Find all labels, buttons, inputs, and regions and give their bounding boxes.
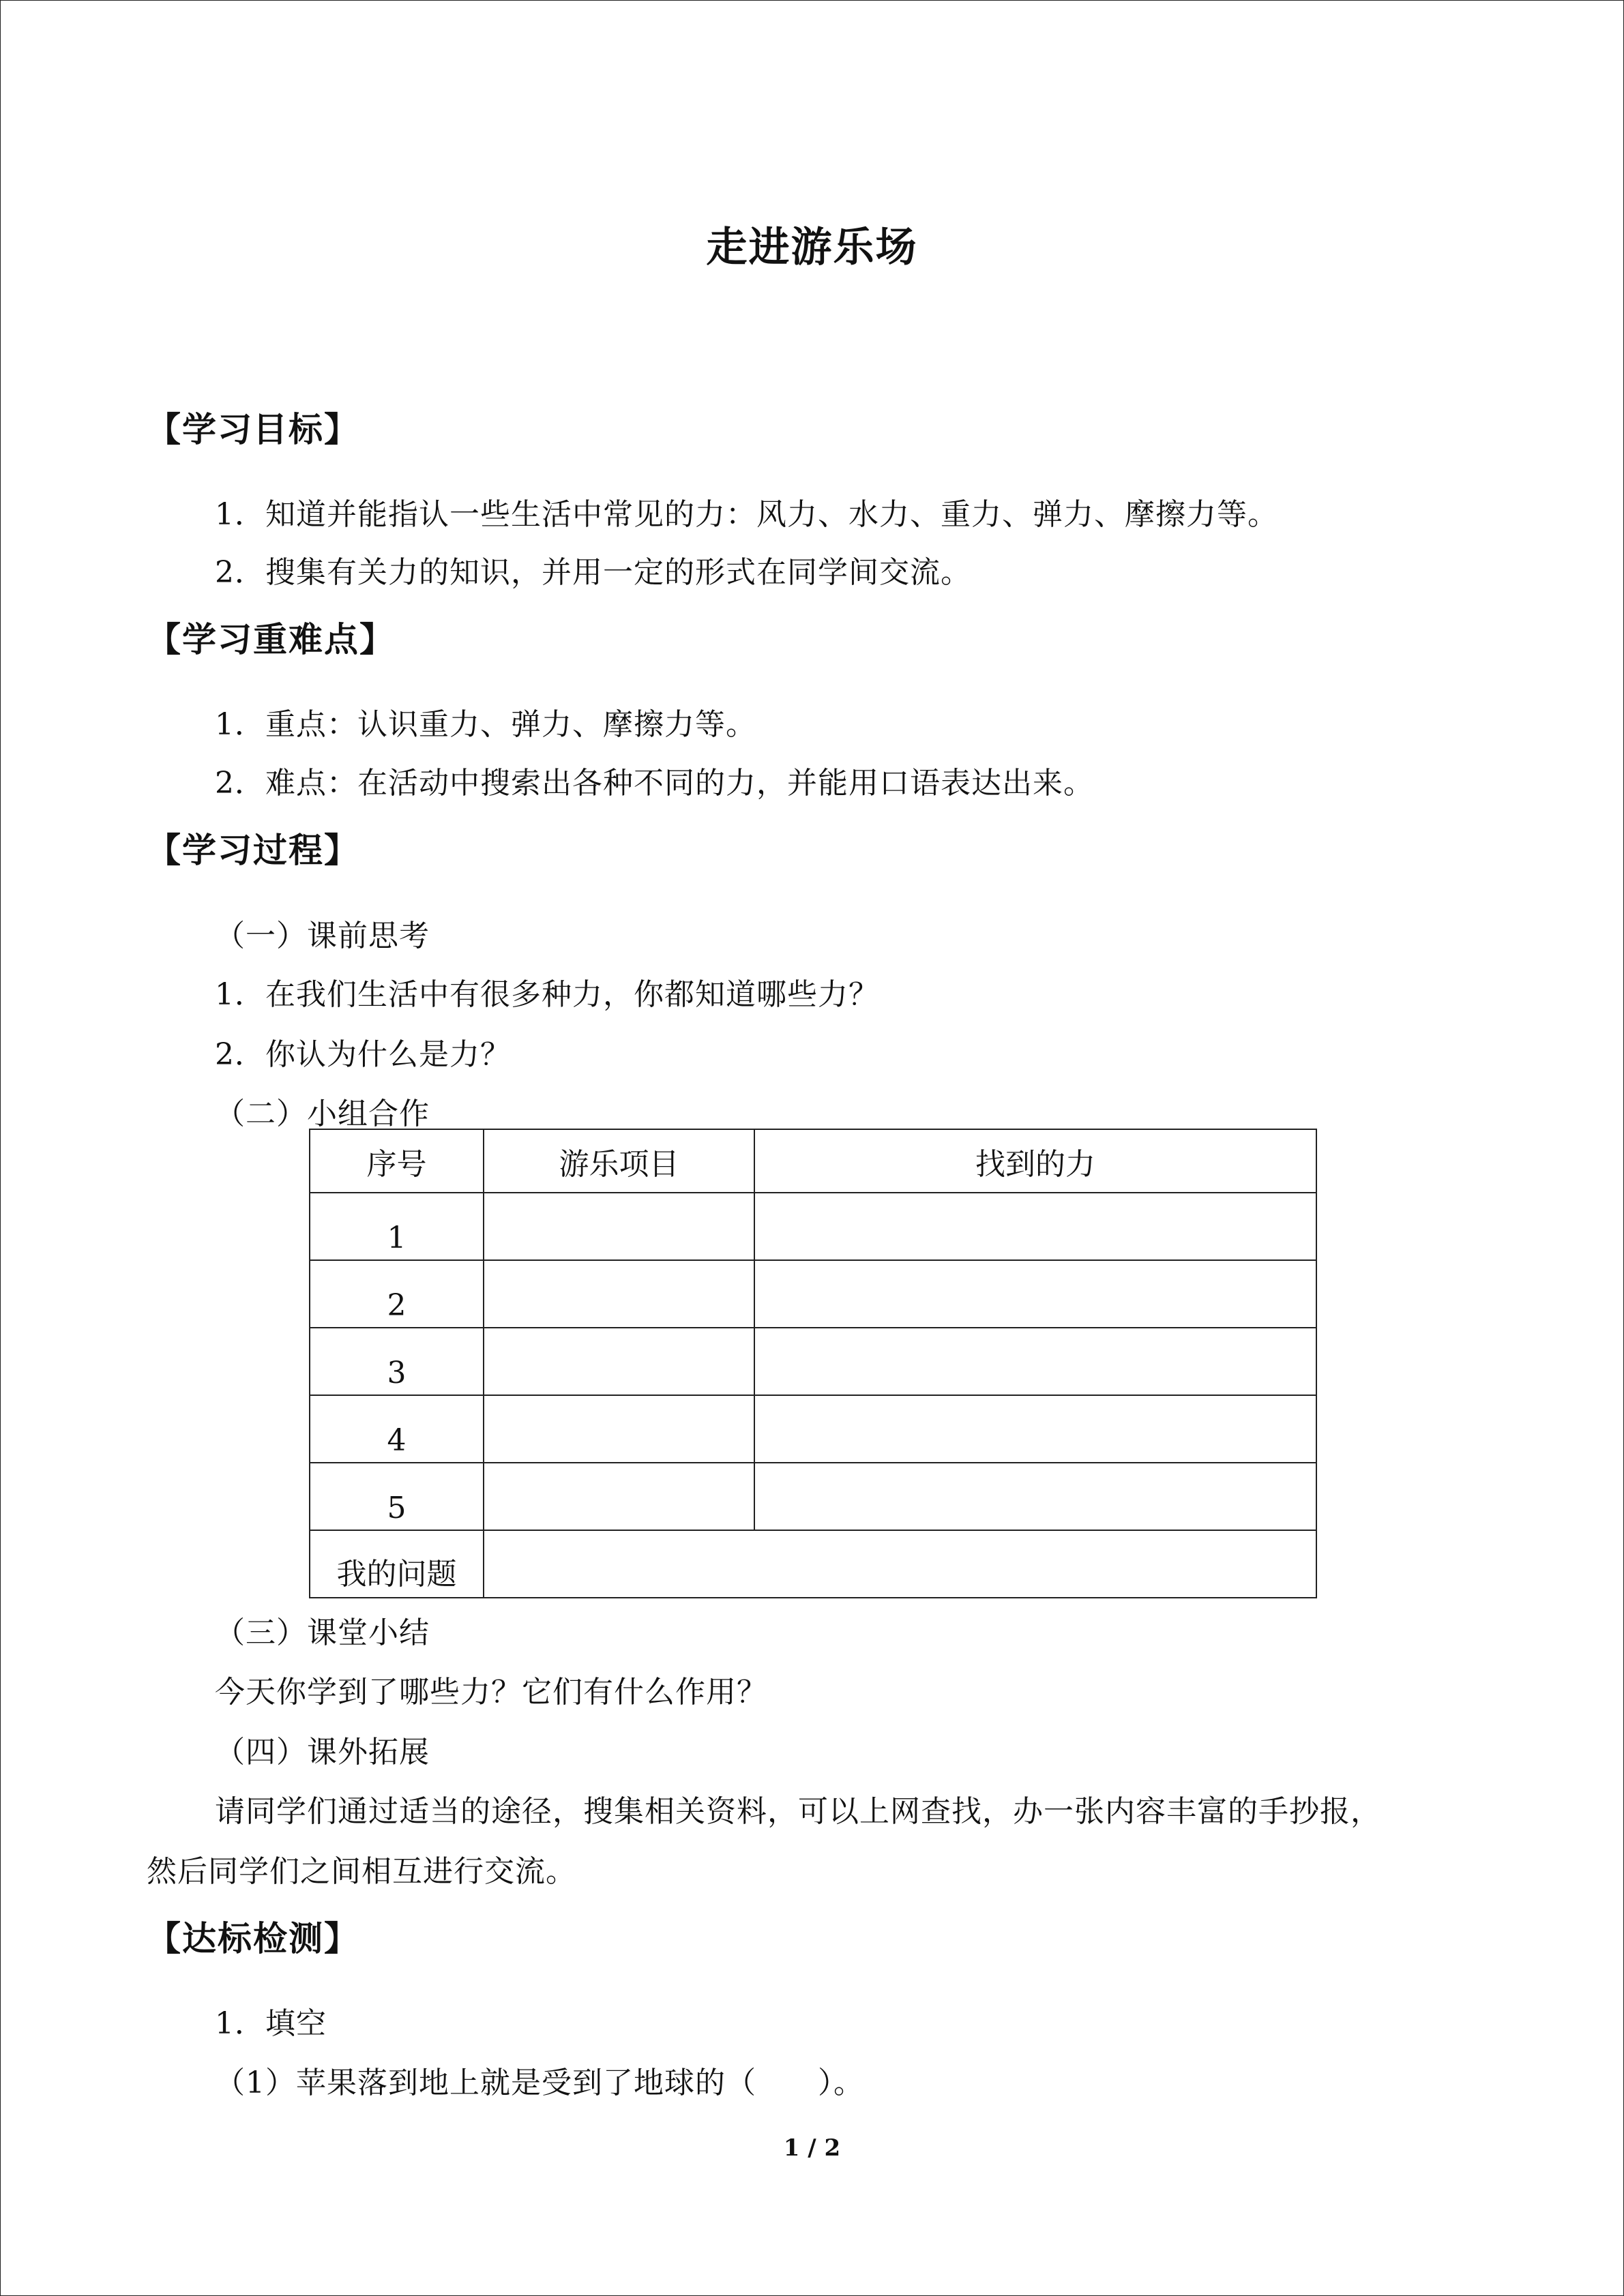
part4-line-1: 请同学们通过适当的途径，搜集相关资料，可以上网查找，办一张内容丰富的手抄报， (215, 1794, 1381, 1829)
check-item-1: 1．填空 (215, 2006, 327, 2041)
goal-item-1: 1．知道并能指认一些生活中常见的力：风力、水力、重力、弹力、摩擦力等。 (215, 497, 1278, 532)
row-index: 5 (310, 1463, 484, 1530)
part3-title: （三）课堂小结 (215, 1615, 430, 1650)
key-points-heading: 【学习重难点】 (147, 619, 395, 659)
table-row (310, 1463, 1316, 1530)
part1-item-1: 1．在我们生活中有很多种力，你都知道哪些力？ (215, 977, 879, 1012)
process-heading: 【学习过程】 (147, 830, 359, 870)
row-index: 4 (310, 1395, 484, 1463)
page-number: 1 / 2 (783, 2134, 841, 2162)
force-cell[interactable] (754, 1328, 1316, 1395)
ride-cell[interactable] (484, 1463, 754, 1530)
page-title: 走进游乐场 (706, 224, 918, 271)
row-index: 3 (310, 1328, 484, 1395)
group-work-table (309, 1129, 1317, 1598)
ride-cell[interactable] (484, 1328, 754, 1395)
question-label: 我的问题 (310, 1530, 484, 1598)
ride-cell[interactable] (484, 1395, 754, 1463)
goals-heading: 【学习目标】 (147, 409, 359, 449)
check-item-1-1: （1）苹果落到地上就是受到了地球的（ ）。 (215, 2066, 864, 2100)
question-cell[interactable] (484, 1530, 1316, 1598)
ride-cell[interactable] (484, 1260, 754, 1328)
row-index: 1 (310, 1193, 484, 1260)
force-cell[interactable] (754, 1260, 1316, 1328)
part4-title: （四）课外拓展 (215, 1735, 430, 1770)
table-row (310, 1260, 1316, 1328)
header-ride: 游乐项目 (484, 1129, 754, 1193)
force-cell[interactable] (754, 1463, 1316, 1530)
check-heading: 【达标检测】 (147, 1918, 359, 1958)
table-row (310, 1328, 1316, 1395)
key-point-item-2: 2．难点：在活动中搜索出各种不同的力，并能用口语表达出来。 (215, 766, 1094, 801)
header-force: 找到的力 (754, 1129, 1316, 1193)
table-header-row (310, 1129, 1316, 1193)
goal-item-2: 2．搜集有关力的知识，并用一定的形式在同学间交流。 (215, 555, 971, 590)
question-row (310, 1530, 1316, 1598)
part4-line-2: 然后同学们之间相互进行交流。 (147, 1854, 576, 1889)
key-point-item-1: 1．重点：认识重力、弹力、摩擦力等。 (215, 707, 756, 742)
part1-title: （一）课前思考 (215, 919, 430, 953)
table-row (310, 1395, 1316, 1463)
header-index: 序号 (310, 1129, 484, 1193)
ride-cell[interactable] (484, 1193, 754, 1260)
row-index: 2 (310, 1260, 484, 1328)
force-cell[interactable] (754, 1193, 1316, 1260)
table-row (310, 1193, 1316, 1260)
part2-title: （二）小组合作 (215, 1097, 430, 1131)
part3-text: 今天你学到了哪些力？它们有什么作用？ (215, 1675, 767, 1710)
force-cell[interactable] (754, 1395, 1316, 1463)
part1-item-2: 2．你认为什么是力？ (215, 1037, 511, 1072)
